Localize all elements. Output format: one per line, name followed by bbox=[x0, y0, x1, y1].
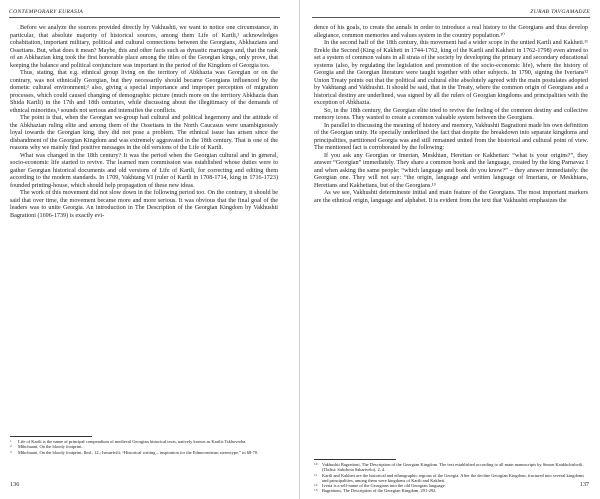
footnote bbox=[314, 473, 588, 484]
footnote-number: 3 bbox=[10, 449, 12, 454]
footnote-text: Iveria is a self-name of the Georgians into the old Georgian language. bbox=[322, 483, 446, 489]
paragraph: So, in the 18th century, the Georgian elite tried to revive the feeling of the common destiny and collective memory icons. They wanted to create a common valuable system between the Georgians. bbox=[314, 107, 588, 121]
paragraph: If you ask any Georgian or Imerian, Meskhian, Heretian or Kakhetian: “what is your origins?”, they answer “Georgian” immediately. They share a common book and the language, created by the king Parnavaz I and when asking the same people: “which language and book do you know?” – they answer immediately: the Georgian one. They will not say: “the origin, language and written language of Imerians, or Meskhians, Heretians and Kakhetians, but of the Georgians.¹³ bbox=[314, 152, 588, 189]
header-rule bbox=[312, 17, 590, 18]
footnote-number: 13 bbox=[314, 488, 318, 493]
paragraph: What was changed in the 18th century? It was the period when the Georgian cultural and in general, socio-economic life started to revive. The learned men commission was established whose duties were to gather Georgian historical documents and old versions of Life of Kartli, for correcting and editing them according to the modern standards. In 1709, Vakhtang VI (ruler of Kartli in 1708-1714, king in 1716-1723) founded printing-house, which should help propagation of these new ideas. bbox=[10, 152, 278, 189]
footnote-number: 1 bbox=[10, 439, 12, 443]
paragraph: In parallel to discussing the meaning of history and memory, Vakhushti Bagrationi made his own definition of the Georgian unity. He specially underlined the fact that despite the breakdown into separate kingdoms and principalities, partitioned Georgia was and still remained united from the historical and cultural point of view. The mentioned fact is corroborated by the following: bbox=[314, 122, 588, 151]
paragraph: As we see, Vakhushti determineste initial and main feature of the Georgians. The most important markers are the ethnical origin, language and alphabet. It is evident from the text that Vakhushti emphasizes the bbox=[314, 190, 588, 204]
body-text bbox=[314, 25, 588, 205]
footnote-text: Mibchuani, On the bloody footprint. bbox=[18, 444, 83, 450]
running-head-left: CONTEMPORARY EURASIA bbox=[9, 9, 84, 15]
paragraph: Thus, stating, that e.g. ethnical group living on the territory of Abkhazia was Georgian or on the contrary, was not ethnically Georgian, but they necessarily should became Georgians influenced by the dometic cultural environment;² also, giving a special importance and improper perception of migration processes, which could caused changing of demographic picture (much more on the territory Abkhazia than Shida Kartli) in the 17th and 18th centuries, while discussing about the illegitimacy of the demands of ethnical minorities,³ sounds not serious and intensifies the conflicts. bbox=[10, 70, 278, 114]
footnote-rule bbox=[314, 459, 396, 460]
paragraph: dence of his goals, to create the annals in order to introduce a real history to the Georgians and thus develop allegiance, common memories and values system in the country population.¹⁰ bbox=[314, 25, 588, 39]
footnote bbox=[314, 462, 588, 473]
footnote-number: 10 bbox=[314, 462, 318, 466]
footnote-rule bbox=[10, 436, 92, 437]
paragraph: The work of this movement did not slow down in the following period too. On the contrary, it should be said that over time, the movement became more and more serious. It was obvious that the final goal of the leaders was to unite Georgia. An introduction in The Description of the Georgian Kingdom by Vakhushti Bagrationi (1696-1739) is exactly evi- bbox=[10, 190, 278, 219]
paragraph: The point is that, when the Georgian we-group had cultural and political hegemony and the attitude of the Abkhazian ruling elite and among them of the Ossetians in the North Caucasus were unambiguously loyal towards the Georgian king, they did not pose a problem. The ethnical issue has arisen since the disbandment of the Georgian Kingdom and was extremely aggravated in the 18th century. That is one of the reasons why we mainly find positive messages in the old versions of the Life of Kartli. bbox=[10, 115, 278, 151]
footnote-text: Kartli and Kakheti are the historical and ethnographic regions of the Georgia. After the decline Georgian Kingdom, fractured into several kingdoms and principalities, among them were kingdoms of Kartli and Kakheti. bbox=[322, 472, 585, 483]
running-head-right: ZURAB TAVGAMADZE bbox=[530, 9, 590, 15]
footnote-number: 11 bbox=[314, 472, 318, 477]
footnote-number: 2 bbox=[10, 444, 12, 449]
page-number: 137 bbox=[579, 481, 589, 488]
footnotes bbox=[314, 462, 588, 494]
body-text bbox=[10, 25, 278, 220]
footnote-number: 12 bbox=[314, 483, 318, 488]
footnote-text: Bagrationi, The Description of the Georgian Kingdom, 291-292. bbox=[322, 488, 437, 494]
header-rule bbox=[9, 17, 280, 18]
footnote-text: Life of Kartli is the name of principal compendium of medieval Georgian historical texts, natively known as Kartlis Tskhovreba. bbox=[18, 439, 247, 444]
footnote bbox=[10, 450, 278, 455]
right-page bbox=[300, 0, 600, 499]
paragraph: In the second half of the 18th century, this movement had a wider scope in the united Kartli and Kakheti.¹¹ Erekle the Second (King of Kakheti in 1744-1762, king of the Kartli and Kakheti in 1762-1798) even aimed to set a system of common values in all strata of the society by developing the primary and secondary educational systems (also, by regulating the legislation and promotion of the socio-economic life), where the history of Georgia and the Georgian literature were taught together with other subjects. In 1790, signing the Iverians¹² Union Treaty points out that the political and cultural elite absolutely agreed with the main postulates adopted by Vakhtangi and Vakhushti. It should be said, that in the Treaty, where the common origin of Georgians and a historical destiny are underlined, was signed by all the rulers of Georgian kingdoms and principalities with the exception of Abkhazia. bbox=[314, 40, 588, 106]
footnote-text: Vakhushti Bagrationi, The Description of the Georgian Kingdom. The text established according to all main manuscripts by Simon Kaukhchishvili. (Tbilisi: Sabchota Sakartvelo), 2, 4. bbox=[322, 462, 584, 473]
footnotes bbox=[10, 439, 278, 455]
page-number: 136 bbox=[10, 481, 20, 488]
footnote bbox=[314, 488, 588, 493]
footnote-text: Mibchuani, On the bloody footprint, Ibid., 12.; Ismaelvili, “Historical writing – inspiration for the Ethnocentrism stereotype,” in 68-70. bbox=[18, 449, 259, 455]
paragraph: Before we analyze the sources provided directly by Vakhushti, we want to notice one circumstance, in particular, that absolute majority of historical sources, among them Life of Kartli,¹ acknowledges cohabitation, important military, political and cultural connections between the Georgians, Abkhazians and Ossetians. But, what does it mean? Maybe, this and other facts such as dynastic marriages and, that the rank of an Abkhazian king took the first honorable place among the titles of the Georgian kings, only prove, that keeping the balance and political conjuncture was important in the period of the Kingdom of Georgia too. bbox=[10, 25, 278, 69]
